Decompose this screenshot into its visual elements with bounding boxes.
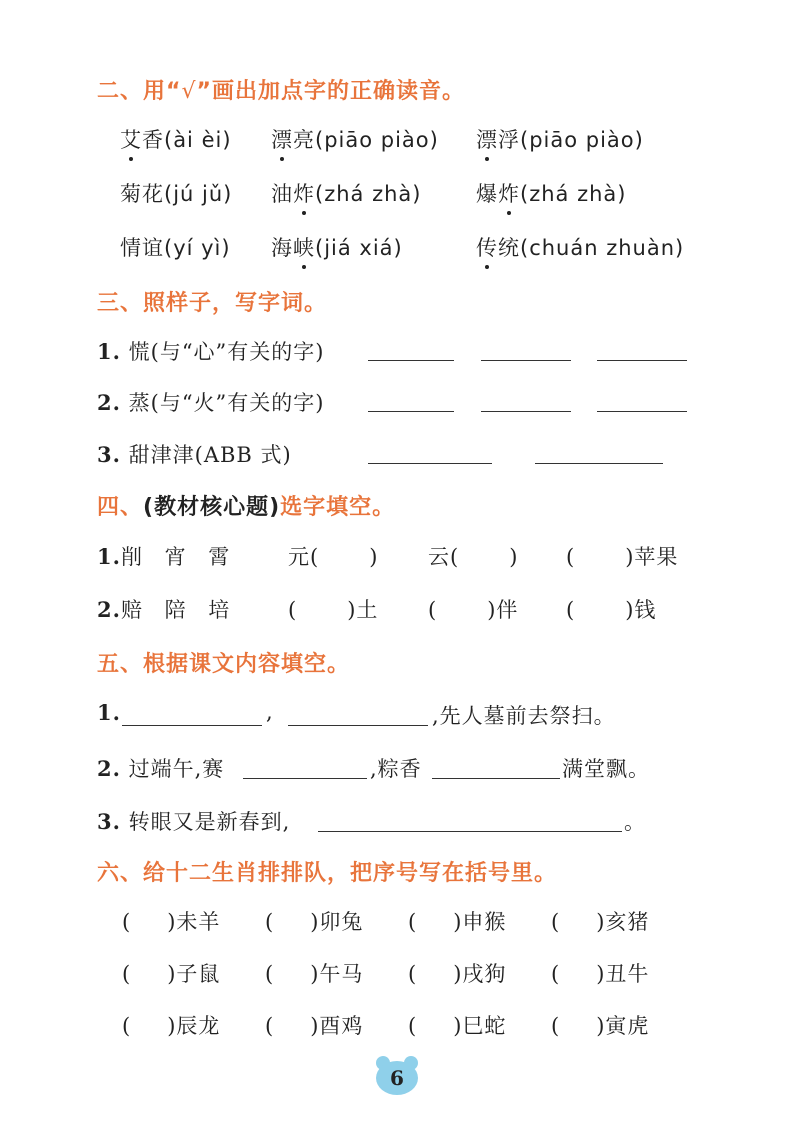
answer-line[interactable] [481,360,571,361]
blank-yuan[interactable]: 元( ) [288,545,379,569]
reading-item: 情谊(yí yì) [120,236,231,260]
blank-apple[interactable]: ( )苹果 [566,545,679,569]
blank-money[interactable]: ( )钱 [566,598,657,622]
blank-soil[interactable]: ( )土 [288,598,379,622]
answer-line[interactable] [368,360,454,361]
fill-row-2: 2. 过端午,赛 [97,756,225,781]
fill-mid: ,粽香 [370,757,422,781]
zodiac-item[interactable]: ( )未羊 [122,910,221,934]
answer-line[interactable] [318,831,622,832]
blank-companion[interactable]: ( )伴 [428,598,519,622]
word-item: 1. 慌(与“心”有关的字) [97,339,325,364]
word-item: 3. 甜津津(ABB 式) [97,442,292,467]
answer-line[interactable] [368,411,454,412]
reading-item: 传统(chuán zhuàn) [476,236,685,260]
reading-item: 油炸(zhá zhà) [271,182,422,206]
zodiac-item[interactable]: ( )亥猪 [551,910,650,934]
choose-row-1: 1.削 宵 霄 [97,544,238,569]
answer-line[interactable] [243,778,367,779]
reading-item: 菊花(jú jǔ) [120,182,233,206]
fill-row-1: 1. [97,700,121,725]
blank-yun[interactable]: 云( ) [428,545,519,569]
answer-line[interactable] [481,411,571,412]
section2-title: 二、用“√”画出加点字的正确读音。 [97,79,465,104]
fill-row-3: 3. 转眼又是新春到, [97,809,291,834]
section6-title: 六、给十二生肖排排队，把序号写在括号里。 [97,861,558,886]
answer-line[interactable] [122,725,262,726]
zodiac-item[interactable]: ( )巳蛇 [408,1014,507,1038]
page-number-badge [374,1054,420,1096]
answer-line[interactable] [597,360,687,361]
zodiac-item[interactable]: ( )寅虎 [551,1014,650,1038]
reading-item: 海峡(jiá xiá) [271,236,403,260]
zodiac-item[interactable]: ( )卯兔 [265,910,364,934]
zodiac-item[interactable]: ( )申猴 [408,910,507,934]
reading-item: 漂亮(piāo piào) [271,128,439,152]
zodiac-item[interactable]: ( )戌狗 [408,962,507,986]
reading-item: 漂浮(piāo piào) [476,128,644,152]
answer-line[interactable] [368,463,492,464]
section4-title: 四、(教材核心题)选字填空。 [97,495,396,520]
answer-line[interactable] [597,411,687,412]
section5-title: 五、根据课文内容填空。 [97,652,351,677]
section3-title: 三、照样子，写字词。 [97,291,328,316]
zodiac-item[interactable]: ( )丑牛 [551,962,650,986]
fill-tail: 。 [624,810,646,834]
answer-line[interactable] [288,725,428,726]
word-item: 2. 蒸(与“火”有关的字) [97,390,325,415]
choose-row-2: 2.赔 陪 培 [97,597,238,622]
answer-line[interactable] [432,778,560,779]
reading-item: 艾香(ài èi) [120,128,232,152]
zodiac-item[interactable]: ( )辰龙 [122,1014,221,1038]
answer-line[interactable] [535,463,663,464]
comma: , [266,700,274,724]
zodiac-item[interactable]: ( )酉鸡 [265,1014,364,1038]
fill-tail: 满堂飘。 [562,757,650,781]
reading-item: 爆炸(zhá zhà) [476,182,627,206]
page-number: 6 [390,1066,404,1090]
fill-tail: ,先人墓前去祭扫。 [432,704,616,728]
zodiac-item[interactable]: ( )午马 [265,962,364,986]
zodiac-item[interactable]: ( )子鼠 [122,962,221,986]
